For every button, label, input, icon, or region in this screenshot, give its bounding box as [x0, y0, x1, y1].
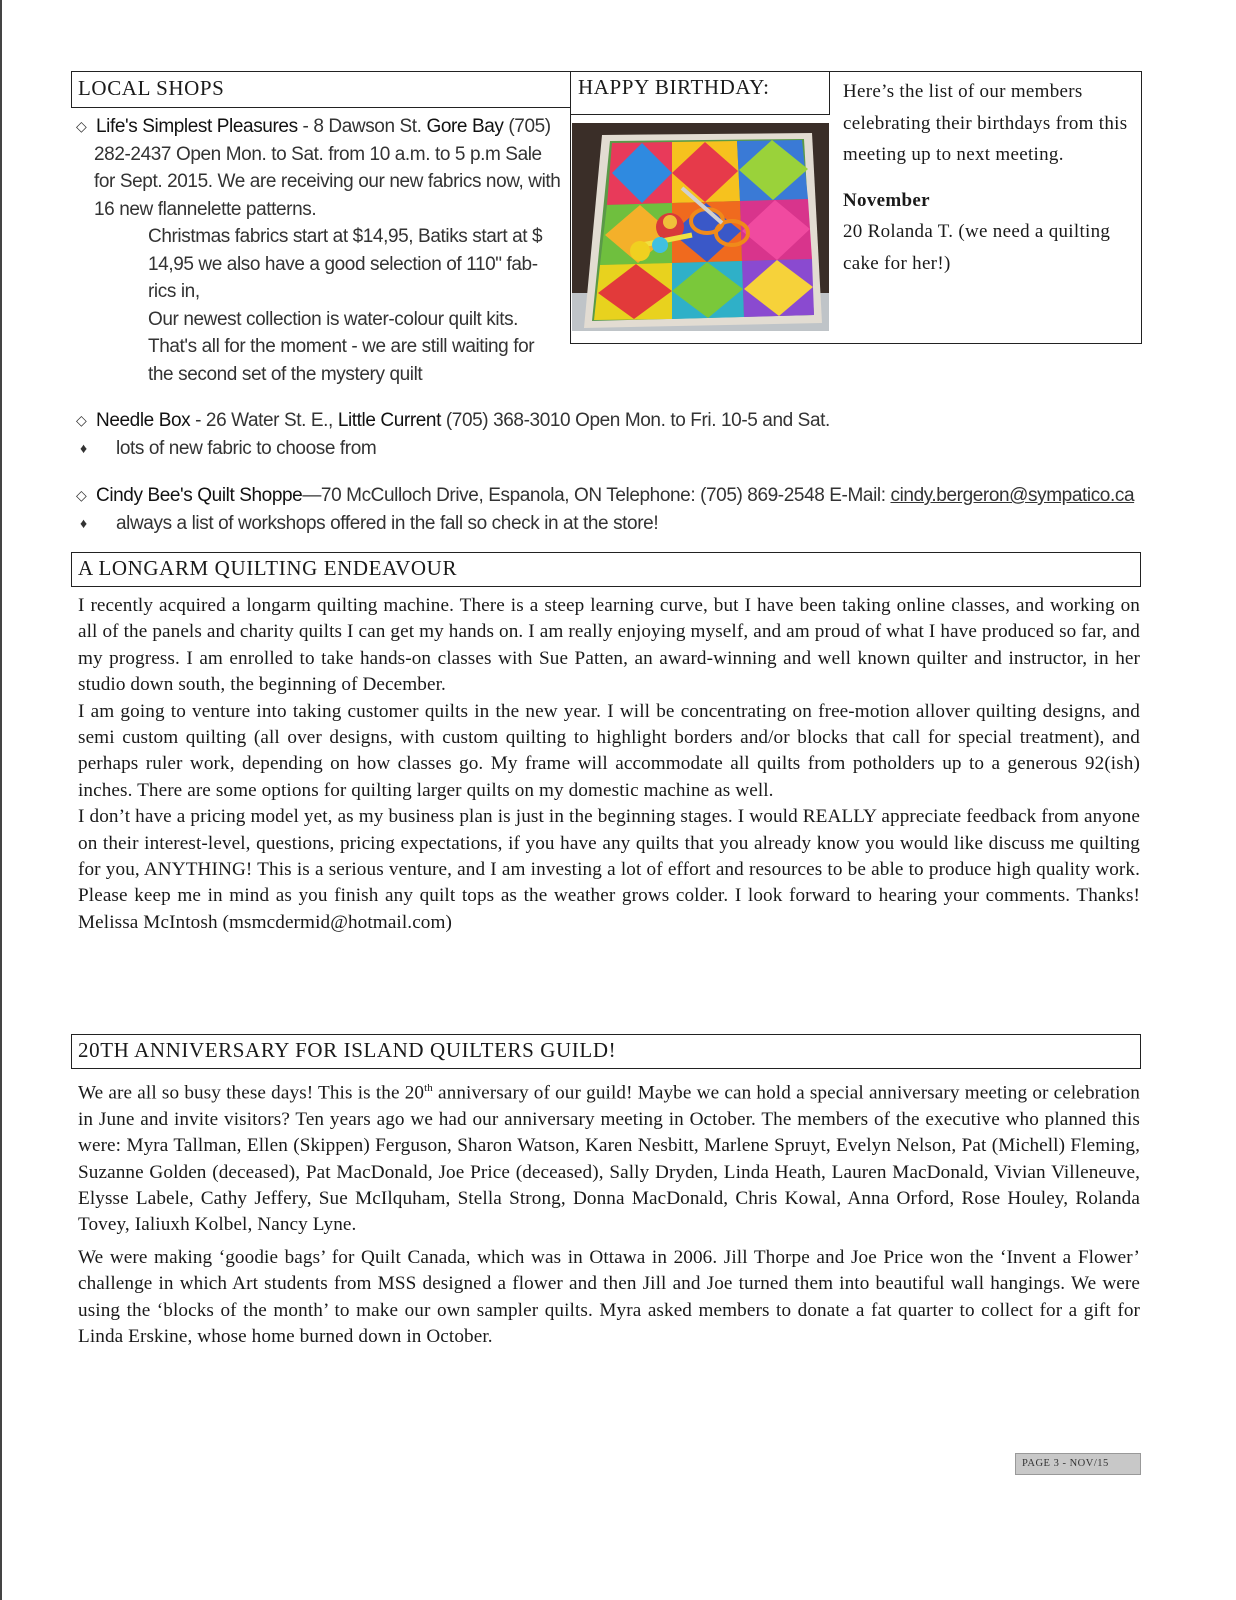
shop-sub-line: Christmas fabrics start at $14,95, Batiks start at $	[148, 226, 543, 247]
diamond-bullet-icon: ◇	[76, 487, 87, 503]
paragraph-text: We are all so busy these days! This is the 20	[78, 1082, 425, 1104]
local-shops-title: LOCAL SHOPS	[78, 76, 225, 100]
birthday-entry: 20 Rolanda T. (we need a quilting cake for her!)	[843, 221, 1111, 274]
shop-sub-line: rics in,	[148, 281, 200, 302]
shop-town: Little Current	[337, 410, 441, 431]
shop-sub-line: That's all for the moment - we are still waiting for	[148, 336, 535, 357]
shop-address: - 8 Dawson St.	[297, 116, 427, 137]
page-footer-tag: PAGE 3 - NOV/15	[1015, 1453, 1141, 1475]
quilt-cake-image	[572, 123, 829, 331]
birthday-title: HAPPY BIRTHDAY:	[578, 75, 770, 99]
superscript: th	[424, 1082, 433, 1094]
diamond-bullet-icon: ◇	[76, 412, 87, 428]
shop-lifes-simplest-pleasures	[76, 113, 576, 388]
filled-diamond-bullet-icon: ♦	[80, 439, 87, 456]
article-paragraph: I don’t have a pricing model yet, as my business plan is just in the beginning stages. I would REALLY appreciate feedback from anyone on their interest-level, questions, pricing expectations, if you have any quilts that you already know you would like discuss me quilting for you, ANYTHING! This is a serious venture, and I am investing a lot of effort and resources to be able to produce high quality work. Please keep me in mind as you finish any quilt tops as the weather grows colder. I look forward to hearing your comments. Thanks! Melissa McIntosh (msmcdermid@hotmail.com)	[78, 806, 1140, 933]
shop-detail-line: 282-2437 Open Mon. to Sat. from 10 a.m. to 5 p.m Sale	[94, 143, 542, 165]
local-shops-header	[71, 71, 571, 108]
shop-note: lots of new fabric to choose from	[116, 437, 377, 459]
quilt-cake-photo	[572, 123, 829, 331]
shop-name: Life's Simplest Pleasures	[96, 116, 298, 137]
shop-name: Needle Box	[96, 410, 191, 431]
filled-diamond-bullet-icon: ♦	[80, 514, 87, 531]
shop-address: —70 McCulloch Drive, Espanola, ON Telephone: (705) 869-2548 E-Mail:	[302, 485, 891, 506]
shop-phone: (705)	[503, 116, 551, 137]
article-paragraph	[78, 1075, 1140, 1239]
birthday-text	[843, 76, 1143, 279]
shop-note: always a list of workshops offered in the fall so check in at the store!	[116, 512, 659, 534]
shop-name: Cindy Bee's Quilt Shoppe	[96, 485, 303, 506]
birthday-month: November	[843, 189, 930, 211]
shop-needle-box	[76, 407, 1156, 462]
longarm-title: A LONGARM QUILTING ENDEAVOUR	[78, 556, 458, 580]
shop-sub-line: Our newest collection is water-colour quilt kits.	[148, 308, 519, 330]
anniversary-header	[71, 1034, 1141, 1069]
email-link[interactable]: cindy.bergeron@sympatico.ca	[890, 485, 1135, 506]
article-paragraph: We were making ‘goodie bags’ for Quilt Canada, which was in Ottawa in 2006. Jill Thorpe and Joe Price won the ‘Invent a Flower’ challenge in which Art students from MSS designed a flower and then Jill and Joe turned them into beautiful wall hangings. We were using the ‘blocks of the month’ to make our own sampler quilts. Myra asked members to donate a fat quarter to collect for a gift for Linda Erskine, whose home burned down in October.	[78, 1246, 1140, 1348]
article-paragraph: I recently acquired a longarm quilting machine. There is a steep learning curve, but I have been taking online classes, and working on all of the panels and charity quilts I can get my hands on. I am really enjoying myself, and am proud of what I have produced so far, and my progress. I am enrolled to take hands-on classes with Sue Patten, an award-winning and well known quilter and instructor, in her studio down south, the beginning of December.	[78, 595, 1140, 696]
shop-sub-line: 14,95 we also have a good selection of 110" fab-	[148, 253, 538, 275]
diamond-bullet-icon: ◇	[76, 118, 87, 134]
shop-address: - 26 Water St. E.,	[190, 410, 338, 431]
shop-detail-line: 16 new flannelette patterns.	[94, 198, 317, 220]
birthday-header	[570, 71, 830, 115]
anniversary-article	[78, 1075, 1140, 1350]
shop-cindy-bees	[76, 482, 1156, 537]
longarm-article	[78, 593, 1140, 936]
longarm-header	[71, 552, 1141, 587]
shop-town: Gore Bay	[426, 116, 504, 137]
shop-sub-line: the second set of the mystery quilt	[148, 363, 423, 385]
paragraph-text: anniversary of our guild! Maybe we can hold a special anniversary meeting or celebration in June and invite visitors? Ten years ago we had our anniversary meeting in October. The members of the executive who planned this were: Myra Tallman, Ellen (Skippen) Ferguson, Sharon Watson, Karen Nesbitt, Marlene Spruyt, Evelyn Nelson, Pat (Michell) Fleming, Suzanne Golden (deceased), Pat MacDonald, Joe Price (deceased), Sally Dryden, Linda Heath, Lauren MacDonald, Vivian Villeneuve, Elysse Labele, Cathy Jeffery, Sue McIlquham, Stella Strong, Donna MacDonald, Chris Kowal, Anna Orford, Rose Houley, Rolanda Tovey, Ialiuxh Kolbel, Nancy Lyne.	[78, 1082, 1140, 1236]
article-paragraph: I am going to venture into taking customer quilts in the new year. I will be concentrating on free-motion allover quilting designs, and semi custom quilting (all over designs, with custom quilting to highlight borders and/or blocks that call for special treatment), and perhaps ruler work, depending on how classes go. My frame will accommodate all quilts from potholders up to a generous 92(ish) inches. There are some options for quilting larger quilts on my domestic machine as well.	[78, 700, 1140, 801]
shop-detail-line: for Sept. 2015. We are receiving our new fabrics now, with	[94, 171, 561, 192]
page-border	[0, 0, 2, 1600]
birthday-intro: Here’s the list of our members celebrating their birthdays from this meeting up to next meeting.	[843, 81, 1128, 165]
anniversary-title: 20TH ANNIVERSARY FOR ISLAND QUILTERS GUILD!	[78, 1038, 617, 1062]
shop-hours: (705) 368-3010 Open Mon. to Fri. 10-5 and Sat.	[440, 410, 830, 431]
